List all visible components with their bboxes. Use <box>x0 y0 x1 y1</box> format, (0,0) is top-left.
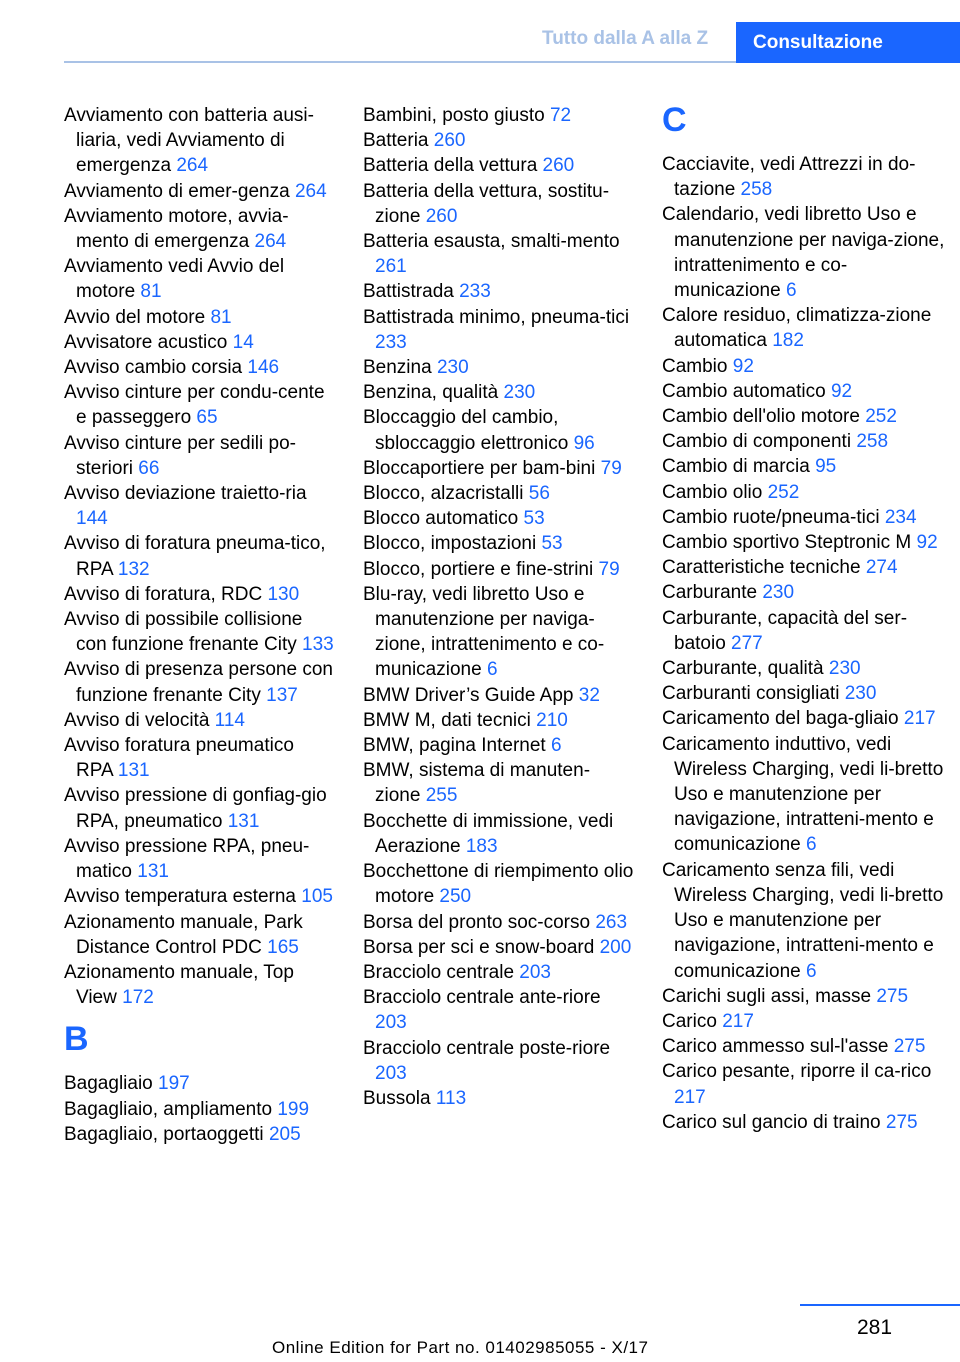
index-entry <box>64 1097 334 1122</box>
index-page-link[interactable]: 233 <box>459 281 491 303</box>
index-letter-heading: B <box>64 1020 89 1059</box>
index-page-link[interactable]: 260 <box>425 205 458 227</box>
index-entry <box>363 229 635 279</box>
index-entry <box>662 706 952 731</box>
index-entry <box>363 708 635 733</box>
index-entry <box>662 454 952 479</box>
index-entry-text: Bambini, posto giusto <box>363 105 550 126</box>
index-entry <box>662 681 952 706</box>
index-entry <box>662 530 952 555</box>
index-column-3 <box>662 103 952 1135</box>
index-page-link[interactable]: 96 <box>573 432 595 454</box>
index-entry <box>363 456 635 481</box>
index-entry <box>64 657 334 707</box>
index-entry <box>363 935 635 960</box>
index-page-link[interactable]: 95 <box>815 456 837 478</box>
index-page-link[interactable]: 217 <box>903 708 936 730</box>
index-entry-text: BMW, sistema di manuten-zione <box>363 760 591 807</box>
index-page-link[interactable]: 217 <box>722 1010 754 1032</box>
index-entry <box>363 960 635 985</box>
index-entry-text: Bracciolo centrale ante-riore <box>363 987 601 1009</box>
index-entry-text: Avviso deviazione traietto-ria <box>64 483 307 505</box>
index-entry-text: Avviso di possibile collisione con funzione frenante City <box>64 609 303 656</box>
index-page-link[interactable]: 260 <box>542 155 575 177</box>
index-page-link[interactable]: 105 <box>301 886 333 908</box>
index-entry <box>363 153 635 178</box>
index-entry <box>64 380 334 430</box>
index-page-link[interactable]: 53 <box>523 508 545 530</box>
index-entry-text: Carico <box>662 1010 723 1032</box>
footer-rule <box>800 1304 960 1306</box>
index-page-link[interactable]: 53 <box>541 533 563 555</box>
index-entry <box>363 985 635 1035</box>
index-entry <box>363 859 635 909</box>
index-entry-text: Avviamento motore, avvia-mento di emergenza <box>64 205 289 253</box>
index-entry-text: Caricamento induttivo, vedi Wireless Charging, vedi li-bretto Uso e manutenzione per navigazione, intratteni-mento e comunicazione <box>662 733 944 856</box>
index-page-link[interactable]: 6 <box>551 735 562 757</box>
index-entry-text: Bloccaportiere per bam-bini <box>363 457 601 479</box>
index-entry-text: Cambio automatico <box>662 380 831 402</box>
index-page-link[interactable]: 199 <box>277 1098 310 1120</box>
index-entry <box>64 960 334 1010</box>
index-page-link[interactable]: 234 <box>884 506 917 528</box>
index-entry-text: Avvio del motore <box>64 306 211 328</box>
index-page-link[interactable]: 182 <box>772 330 804 352</box>
index-entry <box>363 128 635 153</box>
index-page-link[interactable]: 79 <box>598 558 620 580</box>
index-page-link[interactable]: 146 <box>247 357 280 379</box>
index-page-link[interactable]: 230 <box>503 382 536 404</box>
index-page-link[interactable]: 6 <box>806 834 817 856</box>
index-entry <box>363 758 635 808</box>
index-entry-text: Bagagliaio <box>64 1073 159 1095</box>
index-entry-text: Avviso cambio corsia <box>64 357 248 379</box>
index-page-link[interactable]: 275 <box>885 1111 918 1133</box>
index-entry-text: Bocchette di immissione, vedi Aerazione <box>363 810 614 857</box>
header-section-title: Tutto dalla A alla Z <box>542 28 709 49</box>
index-entry <box>363 405 635 455</box>
index-entry-text: Carburante <box>662 582 763 604</box>
index-entry-text: Benzina <box>363 357 437 379</box>
index-entry-text: Azionamento manuale, Top View <box>64 961 294 1009</box>
index-entry-text: Cambio di componenti <box>662 431 857 453</box>
index-entry-text: Batteria della vettura <box>363 155 543 177</box>
index-entry-text: Blocco, alzacristalli <box>363 483 529 505</box>
index-entry <box>64 884 334 909</box>
index-entry-text: Bocchettone di riempimento olio motore <box>363 861 634 908</box>
index-entry <box>64 783 334 833</box>
index-entry <box>64 733 334 783</box>
index-entry-text: Avviso pressione RPA, pneu-matico <box>64 835 310 883</box>
index-entry-text: Carico pesante, riporre il ca-rico <box>662 1061 932 1083</box>
index-entry <box>662 555 952 580</box>
index-entry <box>363 733 635 758</box>
index-page-link[interactable]: 131 <box>137 861 169 883</box>
index-page-link[interactable]: 132 <box>117 558 150 580</box>
index-entry-text: Borsa per sci e snow-board <box>363 936 600 958</box>
index-entry <box>662 404 952 429</box>
index-entry <box>363 910 635 935</box>
index-entry-text: Bracciolo centrale poste-riore <box>363 1037 611 1059</box>
index-entry <box>363 179 635 229</box>
index-entry-text: Blocco, impostazioni <box>363 533 542 555</box>
index-entry-text: Avviamento vedi Avvio del motore <box>64 256 285 303</box>
index-entry-text: Cambio <box>662 355 733 377</box>
index-entry-text: Carichi sugli assi, masse <box>662 985 877 1007</box>
index-entry <box>662 606 952 656</box>
index-entry-text: Bracciolo centrale <box>363 961 520 983</box>
index-entry-text: Cambio di marcia <box>662 456 816 478</box>
index-entry <box>363 355 635 380</box>
index-entry-text: Battistrada <box>363 281 460 303</box>
index-page-link[interactable]: 165 <box>267 936 299 958</box>
index-entry <box>363 481 635 506</box>
index-letter-heading: C <box>662 101 687 139</box>
index-page-link[interactable]: 14 <box>232 331 254 353</box>
index-entry <box>662 480 952 505</box>
index-entry <box>64 834 334 884</box>
index-entry <box>662 1009 952 1034</box>
index-page-link[interactable]: 183 <box>465 835 498 857</box>
index-entry <box>363 279 635 304</box>
index-page-link[interactable]: 258 <box>740 179 773 201</box>
index-page-link[interactable]: 203 <box>519 961 551 983</box>
index-entry <box>64 330 334 355</box>
index-page-link[interactable]: 131 <box>227 810 260 832</box>
index-page-link[interactable]: 131 <box>117 760 150 782</box>
index-entry-text: Azionamento manuale, Park Distance Control PDC <box>64 911 303 958</box>
index-page-link[interactable]: 6 <box>806 960 817 982</box>
index-entry-text: Avviso cinture per sedili po-steriori <box>64 432 296 479</box>
index-page-link[interactable]: 205 <box>268 1123 301 1145</box>
index-entry-text: Battistrada minimo, pneuma-tici <box>363 306 630 328</box>
index-entry-text: Bagagliaio, ampliamento <box>64 1098 278 1120</box>
index-entry-text: Carburante, qualità <box>662 658 829 680</box>
index-page-link[interactable]: 258 <box>856 431 889 453</box>
index-entry-text: Batteria della vettura, sostitu-zione <box>363 180 610 227</box>
index-page-link[interactable]: 32 <box>578 684 600 706</box>
index-entry-text: Borsa del pronto soc-corso <box>363 911 596 933</box>
index-entry <box>64 254 334 304</box>
index-entry-text: BMW, pagina Internet <box>363 735 551 757</box>
index-page-link[interactable]: 230 <box>762 582 795 604</box>
index-entry <box>363 809 635 859</box>
index-entry-text: Cambio sportivo Steptronic M <box>662 532 917 554</box>
index-entry <box>363 506 635 531</box>
index-entry-text: Avvisatore acustico <box>64 331 233 353</box>
index-page-link[interactable]: 217 <box>674 1086 706 1108</box>
index-entry-text: Batteria esausta, smalti-mento <box>363 231 620 253</box>
index-page-link[interactable]: 230 <box>828 658 861 680</box>
index-page-link[interactable]: 130 <box>267 583 300 605</box>
index-entry-text: Avviso foratura pneumatico RPA <box>64 735 294 782</box>
index-page-link[interactable]: 72 <box>549 105 572 126</box>
index-entry-text: Caricamento senza fili, vedi Wireless Charging, vedi li-bretto Uso e manutenzione per navigazione, intratteni-mento e comunicazione <box>662 859 944 982</box>
index-entry-text: Blocco automatico <box>363 508 524 530</box>
index-page-link[interactable]: 133 <box>302 634 334 656</box>
index-page-link[interactable]: 233 <box>375 331 407 353</box>
index-entry <box>363 683 635 708</box>
index-entry <box>64 607 334 657</box>
index-entry <box>363 380 635 405</box>
index-page-link[interactable]: 144 <box>76 508 108 530</box>
index-entry <box>662 152 952 202</box>
index-page-link[interactable]: 113 <box>435 1087 467 1109</box>
index-page-link[interactable]: 6 <box>486 659 498 681</box>
index-entry-text: Carico sul gancio di traino <box>662 1111 886 1133</box>
index-entry <box>662 858 952 984</box>
index-page-link[interactable]: 264 <box>176 155 209 177</box>
index-entry <box>662 379 952 404</box>
index-column-1 <box>64 103 334 1147</box>
index-entry-text: Avviso pressione di gonfiag-gio RPA, pneumatico <box>64 785 327 832</box>
index-entry <box>64 305 334 330</box>
index-entry-text: Avviso temperatura esterna <box>64 886 302 908</box>
index-entry-text: Avviso di foratura pneuma-tico, RPA <box>64 533 326 580</box>
index-entry <box>363 305 635 355</box>
index-page-link[interactable]: 66 <box>138 457 160 479</box>
index-page-link[interactable]: 264 <box>254 231 287 253</box>
index-entry <box>662 732 952 858</box>
index-page-link[interactable]: 137 <box>266 684 298 706</box>
edition-note: Online Edition for Part no. 01402985055 - X/17 <box>272 1338 649 1357</box>
index-page-link[interactable]: 210 <box>536 709 568 731</box>
index-entry <box>662 580 952 605</box>
index-page-link[interactable]: 56 <box>528 483 550 505</box>
index-entry-text: Calore residuo, climatizza-zione automatica <box>662 305 932 352</box>
index-entry <box>363 531 635 556</box>
index-page-link[interactable]: 65 <box>196 407 218 429</box>
index-entry <box>662 1034 952 1059</box>
index-page-link[interactable]: 92 <box>830 380 853 402</box>
index-entry-text: Calendario, vedi libretto Uso e manutenzione per naviga-zione, intrattenimento e co-municazione <box>662 204 945 302</box>
index-entry <box>363 1086 635 1111</box>
index-page-link[interactable]: 172 <box>122 987 154 1009</box>
index-entry-text: BMW M, dati tecnici <box>363 709 537 731</box>
index-entry <box>64 582 334 607</box>
index-page-link[interactable]: 274 <box>865 557 898 579</box>
index-page-link[interactable]: 200 <box>599 936 632 958</box>
index-entry <box>64 1122 334 1147</box>
index-column-2 <box>363 103 635 1111</box>
index-entry-text: Batteria <box>363 130 434 152</box>
index-page-link[interactable]: 203 <box>375 1012 407 1034</box>
index-page-link[interactable]: 252 <box>767 481 800 503</box>
index-entry <box>64 1071 334 1096</box>
index-entry-text: Caricamento del baga-gliaio <box>662 708 904 730</box>
index-entry-text: Carico ammesso sul-l'asse <box>662 1036 894 1058</box>
index-entry <box>64 531 334 581</box>
index-entry <box>64 204 334 254</box>
index-page-link[interactable]: 203 <box>375 1062 407 1084</box>
index-entry <box>64 355 334 380</box>
index-entry-text: Bloccaggio del cambio, sbloccaggio elettronico <box>363 407 574 454</box>
index-entry <box>64 910 334 960</box>
index-page-link[interactable]: 81 <box>140 281 162 303</box>
index-entry <box>363 557 635 582</box>
index-entry-text: Carburanti consigliati <box>662 683 845 705</box>
header-chapter-tab: Consultazione <box>736 22 960 63</box>
index-entry-text: Cambio ruote/pneuma-tici <box>662 506 885 528</box>
index-page-link[interactable]: 92 <box>916 532 938 554</box>
page-number: 281 <box>857 1316 893 1339</box>
index-page-link[interactable]: 230 <box>844 683 877 705</box>
index-entry <box>662 202 952 303</box>
index-entry-text: BMW Driver’s Guide App <box>363 684 579 706</box>
index-page-link[interactable]: 81 <box>210 306 232 328</box>
index-entry <box>363 1036 635 1086</box>
index-entry <box>363 582 635 683</box>
index-page-link[interactable]: 261 <box>375 256 407 278</box>
index-entry-text: Blu-ray, vedi libretto Uso e manutenzione per naviga-zione, intrattenimento e co-municazione <box>363 583 605 681</box>
index-entry-text: Avviso di presenza persone con funzione frenante City <box>64 659 333 706</box>
index-entry-text: Avviamento con batteria ausi-liaria, vedi Avviamento di emergenza <box>64 105 314 177</box>
index-page-link[interactable]: 260 <box>433 130 466 152</box>
index-page-link[interactable]: 252 <box>865 406 897 428</box>
index-page-link[interactable]: 264 <box>294 180 327 202</box>
index-entry <box>64 708 334 733</box>
index-entry <box>662 429 952 454</box>
index-page-link[interactable]: 79 <box>600 457 622 479</box>
index-entry <box>662 1110 952 1135</box>
index-page-link[interactable]: 197 <box>158 1073 190 1095</box>
index-page-link[interactable]: 263 <box>595 911 628 933</box>
index-entry <box>662 505 952 530</box>
index-entry-text: Cambio olio <box>662 481 768 503</box>
index-page-link[interactable]: 277 <box>731 632 763 654</box>
index-entry-text: Bagagliaio, portaoggetti <box>64 1123 269 1145</box>
index-entry-text: Benzina, qualità <box>363 382 504 404</box>
index-page-link[interactable]: 255 <box>425 785 458 807</box>
index-entry-text: Avviso di velocità <box>64 709 215 731</box>
index-entry-text: Blocco, portiere e fine-strini <box>363 558 599 580</box>
index-entry-text: Avviso cinture per condu-cente e passeggero <box>64 382 325 429</box>
index-entry-text: Avviamento di emer-genza <box>64 180 295 202</box>
index-entry <box>64 431 334 481</box>
index-entry <box>662 303 952 353</box>
index-entry-text: Caratteristiche tecniche <box>662 557 866 579</box>
index-page-link[interactable]: 6 <box>785 280 797 302</box>
index-entry-text: Cacciavite, vedi Attrezzi in do-tazione <box>662 154 916 201</box>
index-entry <box>662 656 952 681</box>
index-page-link[interactable]: 275 <box>893 1036 926 1058</box>
index-page-link[interactable]: 250 <box>439 886 472 908</box>
index-entry <box>363 103 635 128</box>
index-entry <box>64 481 334 531</box>
index-entry-text: Carburante, capacità del ser-batoio <box>662 607 908 654</box>
index-entry-text: Cambio dell'olio motore <box>662 406 866 428</box>
index-page-link[interactable]: 275 <box>876 985 909 1007</box>
index-entry <box>662 1059 952 1109</box>
index-page-link[interactable]: 92 <box>732 355 754 377</box>
index-entry <box>662 984 952 1009</box>
index-entry <box>662 354 952 379</box>
index-page-link[interactable]: 230 <box>436 357 469 379</box>
index-entry-text: Bussola <box>363 1087 436 1109</box>
index-entry <box>64 179 334 204</box>
index-page-link[interactable]: 114 <box>214 709 245 731</box>
index-entry <box>64 103 334 179</box>
index-entry-text: Avviso di foratura, RDC <box>64 583 268 605</box>
